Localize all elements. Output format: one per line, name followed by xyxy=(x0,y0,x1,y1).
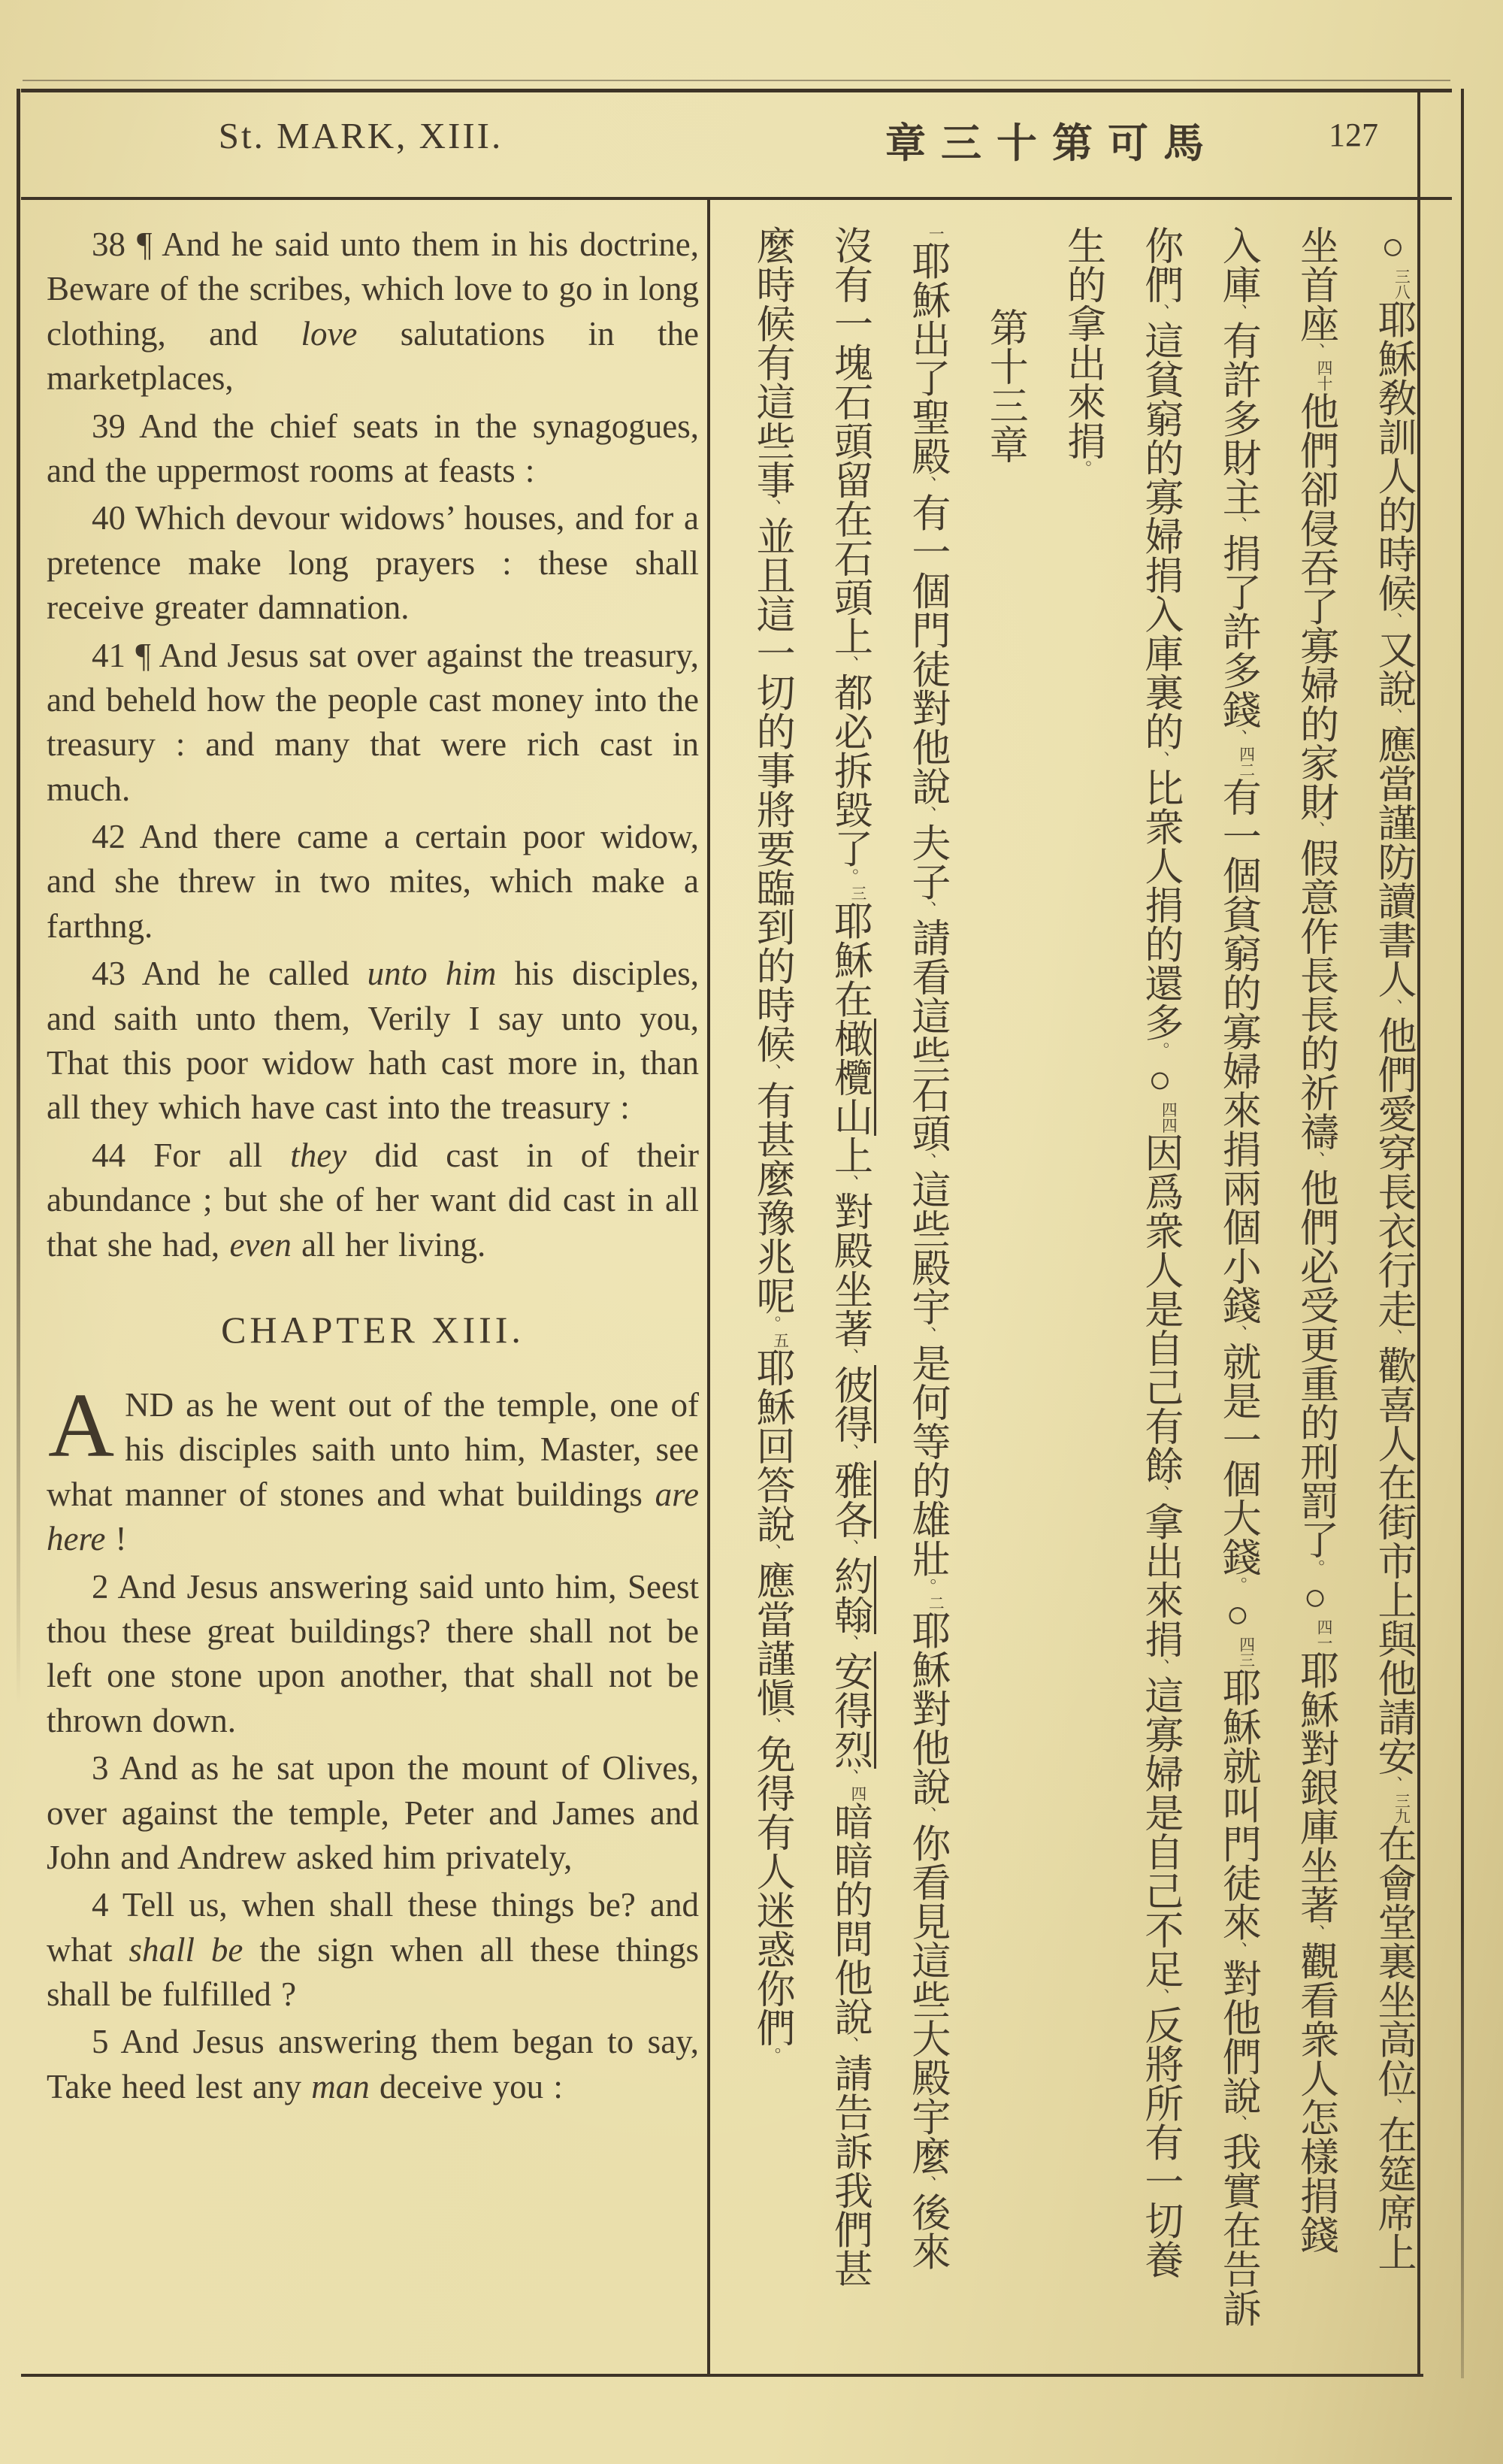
punctuation: 、 xyxy=(839,1348,859,1366)
right-page-border xyxy=(1461,89,1464,2378)
punctuation: 、 xyxy=(1305,821,1325,839)
top-rule-echo xyxy=(23,80,1450,81)
punctuation: 、 xyxy=(917,901,936,919)
chinese-column: 坐首座、$^{四十}$他們卻侵吞了寡婦的家財、假意作長長的祈禱、他們必受更重的刑罰了。○$^{四一}$耶穌對銀庫坐著、觀看衆人怎樣捐錢 xyxy=(1293,226,1337,2254)
header-bottom-rule xyxy=(21,197,1452,200)
punctuation: 。 xyxy=(1305,1559,1325,1577)
verse-number-annotation: 三九 xyxy=(1392,1793,1410,1824)
proper-name-mark: 安得烈 xyxy=(827,1651,876,1769)
punctuation: 。 xyxy=(1228,1576,1247,1594)
verse-number-annotation: 四十 xyxy=(1314,359,1332,392)
punctuation: 、 xyxy=(1228,2114,1247,2133)
punctuation: 、 xyxy=(839,1443,859,1461)
punctuation: 、 xyxy=(839,1769,859,1786)
proper-name-mark: 橄欖山 xyxy=(827,1019,876,1136)
punctuation: 、 xyxy=(1305,1151,1325,1169)
punctuation: 。 xyxy=(1072,460,1092,477)
chinese-column: $^一$耶穌出了聖殿、有一個門徒對他說、夫子、請看這些石頭、這些殿宇、是何等的雄壯。$^二$耶穌對他說、你看見這些大殿宇麼、後來 xyxy=(905,226,948,2271)
page-number: 127 xyxy=(1329,117,1378,153)
punctuation: 、 xyxy=(1384,2097,1402,2115)
verse-number-annotation: 四三 xyxy=(1236,1636,1254,1668)
verse-number-annotation: 四一 xyxy=(1314,1619,1332,1651)
punctuation: 、 xyxy=(917,1152,936,1170)
drop-cap: A xyxy=(48,1374,115,1476)
punctuation: 。 xyxy=(917,1578,936,1596)
running-head-english: St. MARK, XIII. xyxy=(218,115,504,156)
verse-number-annotation: 四 xyxy=(848,1785,866,1802)
punctuation: 、 xyxy=(839,1539,859,1557)
punctuation: 。 xyxy=(762,2047,782,2065)
punctuation: 、 xyxy=(1384,612,1402,630)
verse-paragraph: 4 Tell us, when shall these things be? and what shall be the sign when all these things shall be fulfilled ? xyxy=(47,1886,700,2014)
punctuation: 、 xyxy=(1384,1775,1402,1794)
punctuation: 、 xyxy=(1384,998,1402,1016)
chinese-column: 第十三章 xyxy=(983,307,1027,465)
punctuation: 、 xyxy=(1305,343,1325,360)
punctuation: 、 xyxy=(1150,1485,1169,1503)
punctuation: 、 xyxy=(1228,728,1247,746)
punctuation: 。 xyxy=(762,1315,782,1333)
verse-paragraph: 42 And there came a certain poor widow, and she threw in two mites, which make a farthng. xyxy=(47,818,699,945)
chinese-column: 沒有一塊石頭留在石頭上、都必拆毀了。$^三$耶穌在橄欖山上、對殿坐著、彼得、雅各、約翰、安得烈、$^四$暗暗的問他說、請告訴我們甚 xyxy=(826,226,872,2375)
column-divider xyxy=(707,200,710,2377)
proper-name-mark: 雅各 xyxy=(827,1461,876,1539)
punctuation: 、 xyxy=(917,1806,936,1824)
verse-number-annotation: 三 xyxy=(848,885,866,901)
chapter-heading: CHAPTER XIII. xyxy=(221,1308,525,1351)
punctuation: 、 xyxy=(1150,1658,1169,1676)
verse-paragraph: 3 And as he sat upon the mount of Olives, over against the temple, Peter and James and John and Andrew asked him privately, xyxy=(47,1749,699,1876)
punctuation: 、 xyxy=(839,2036,859,2054)
verse-paragraph: 2 And Jesus answering said unto him, Seest thou these great buildings? there shall not be left one stone upon another, that shall not be thrown down. xyxy=(47,1567,699,1739)
verse-number-annotation: 五 xyxy=(770,1332,788,1349)
verse-paragraph: AND as he went out of the temple, one of his disciples saith unto him, Master, see what manner of stones and what buildings are here ! xyxy=(47,1374,699,1558)
verse-paragraph: 41 ¶ And Jesus sat over against the treasury, and beheld how the people cast money into the treasury : and many that were rich cast in much. xyxy=(47,636,699,808)
punctuation: 、 xyxy=(839,1174,859,1192)
punctuation: 、 xyxy=(762,1063,782,1081)
punctuation: 、 xyxy=(762,499,782,516)
chinese-column: 入庫、有許多財主、捐了許多錢、$^{四二}$有一個貧窮的寡婦來捐兩個小錢、就是一個大錢。○$^{四三}$耶穌就叫門徒來、對他們說、我實在告訴 xyxy=(1216,226,1260,2328)
punctuation: 。 xyxy=(839,867,859,885)
proper-name-mark: 約翰 xyxy=(827,1556,876,1634)
top-rule xyxy=(21,89,1452,92)
left-page-border xyxy=(17,89,20,1705)
chinese-column: 生的拿出來捐。 xyxy=(1060,226,1104,477)
verse-number-annotation: 四四 xyxy=(1159,1101,1177,1134)
punctuation: 、 xyxy=(1228,1324,1247,1342)
proper-name-mark: 彼得 xyxy=(827,1365,876,1443)
punctuation: 、 xyxy=(1150,1988,1169,2005)
chinese-text xyxy=(714,226,1416,2375)
chinese-column: ○$^{三八}$耶穌敎訓人的時候、又說、應當謹防讀書人、他們愛穿長衣行走、歡喜人在街市上與他請安、$^{三九}$在會堂裏坐高位、在筵席上 xyxy=(1371,226,1414,2272)
verse-number-annotation: 一 xyxy=(926,226,944,241)
punctuation: 、 xyxy=(839,1634,859,1652)
punctuation: 、 xyxy=(762,1717,782,1735)
punctuation: 、 xyxy=(1384,1328,1402,1346)
punctuation: 、 xyxy=(1384,707,1402,725)
punctuation: 、 xyxy=(1228,304,1247,321)
verse-paragraph: 44 For all they did cast in of their abundance ; but she of her want did cast in all that she had, even all her living. xyxy=(47,1136,699,1264)
verse-paragraph: 38 ¶ And he said unto them in his doctrine, Beware of the scribes, which love to go in long clothing, and love salutations in the marketplaces, xyxy=(47,226,699,398)
english-column xyxy=(47,222,699,2112)
punctuation: 、 xyxy=(917,2175,936,2193)
punctuation: 、 xyxy=(1150,750,1169,768)
punctuation: 、 xyxy=(1150,304,1169,321)
punctuation: 、 xyxy=(762,1543,782,1561)
running-head-chinese: 章三十第可馬 xyxy=(885,121,1219,166)
right-margin-rule xyxy=(1417,89,1420,2377)
punctuation: 。 xyxy=(1150,1041,1169,1059)
verse-number-annotation: 四二 xyxy=(1236,746,1254,778)
punctuation: 、 xyxy=(917,1326,936,1344)
chinese-column: 麼時候有這些事、並且這一切的事將要臨到的時候、有甚麼豫兆呢。$^五$耶穌回答說、應當謹愼、免得有人迷惑你們。 xyxy=(750,226,794,2065)
verse-paragraph: 43 And he called unto him his disciples, and saith unto them, Verily I say unto you, That this poor widow hath cast more in, than all they which have cast into the treasury : xyxy=(47,955,699,1127)
verse-number-annotation: 三八 xyxy=(1392,268,1410,300)
punctuation: 、 xyxy=(1228,516,1247,534)
punctuation: 、 xyxy=(1305,1924,1325,1942)
verse-paragraph: 5 And Jesus answering them began to say, Take heed lest any man deceive you : xyxy=(47,2023,699,2105)
punctuation: 、 xyxy=(1228,1941,1247,1959)
punctuation: 、 xyxy=(839,655,859,673)
punctuation: 、 xyxy=(917,475,936,493)
chinese-column: 你們、這貧窮的寡婦捐入庫裏的、比衆人捐的還多。○$^{四四}$因爲衆人是自己有餘、拿出來捐、這寡婦是自己不足、反將所有一切養 xyxy=(1138,226,1181,2279)
verse-paragraph: 39 And the chief seats in the synagogues, and the uppermost rooms at feasts : xyxy=(47,407,699,489)
verse-number-annotation: 二 xyxy=(926,1595,944,1611)
punctuation: 、 xyxy=(917,805,936,823)
verse-paragraph: 40 Which devour widows’ houses, and for a pretence make long prayers : these shall receive greater damnation. xyxy=(47,499,699,627)
